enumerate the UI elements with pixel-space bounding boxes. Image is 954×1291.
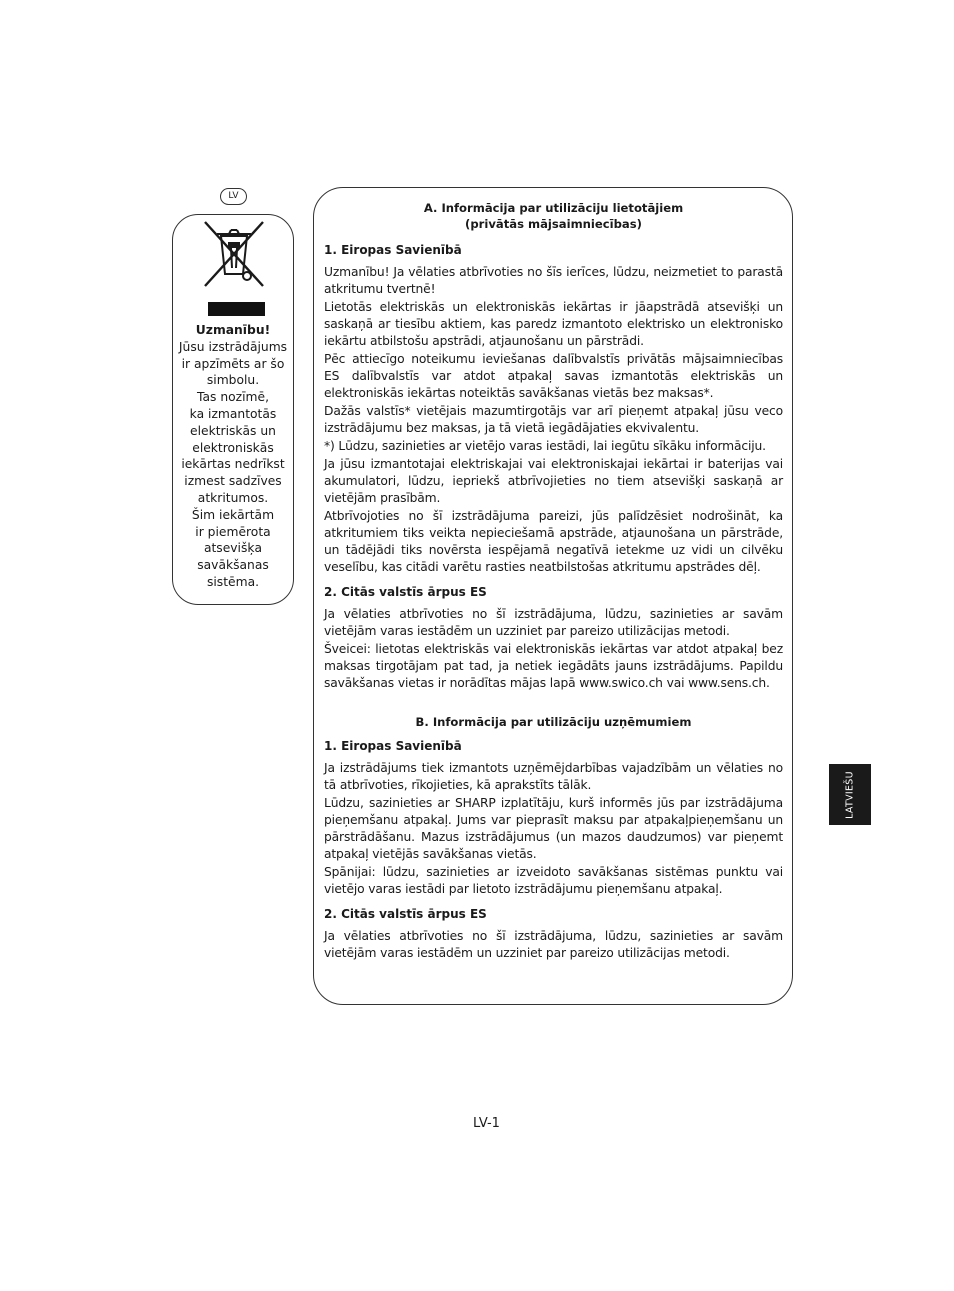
- paragraph: Ja vēlaties atbrīvoties no šī izstrādājuma, lūdzu, sazinieties ar savām vietējām varas iestādēm un uzziniet par pareizo utilizācijas metodi.: [324, 607, 783, 638]
- section-b-other-heading: 2. Citās valstīs ārpus ES: [324, 907, 487, 921]
- weee-line: elektroniskās: [192, 440, 274, 455]
- paragraph: Lūdzu, sazinieties ar SHARP izplatītāju, kurš informēs jūs par izstrādājuma pieņemšanu atpakaļ. Jums var pieprasīt maksu par atpakaļpieņemšanu un pārstrādāšanu. Mazus izstrādājumus (un mazos daudzumos) var pieņemt atpakaļ vietējās savākšanas vietās.: [324, 796, 783, 861]
- section-b-title: B. Informācija par utilizāciju uzņēmumiem: [415, 715, 692, 729]
- paragraph: *) Lūdzu, sazinieties ar vietējo varas iestādi, lai iegūtu sīkāku informāciju.: [324, 439, 766, 453]
- weee-notice-box: [172, 214, 294, 605]
- weee-line: Tas nozīmē,: [197, 390, 269, 405]
- disposal-info-box: [313, 187, 793, 1005]
- language-badge: LV: [220, 188, 247, 205]
- paragraph: Ja vēlaties atbrīvoties no šī izstrādājuma, lūdzu, sazinieties ar savām vietējām varas iestādēm un uzziniet par pareizo utilizācijas metodi.: [324, 929, 783, 960]
- weee-line: iekārtas nedrīkst: [181, 457, 285, 472]
- page-number: LV-1: [473, 1116, 500, 1131]
- weee-line: elektriskās un: [190, 423, 276, 438]
- paragraph: Ja jūsu izmantotajai elektriskajai vai elektroniskajai iekārtai ir baterijas vai akumulatori, lūdzu, iepriekš atbrīvojieties no tiem atsevišķi saskaņā ar vietējām prasībām.: [324, 457, 783, 505]
- paragraph: Ja izstrādājums tiek izmantots uzņēmējdarbības vajadzībām un vēlaties no tā atbrīvoties, rīkojieties, kā aprakstīts tālāk.: [324, 761, 783, 792]
- weee-black-bar: [208, 302, 265, 316]
- paragraph: Atbrīvojoties no šī izstrādājuma pareizi, jūs palīdzēsiet nodrošināt, ka atkritumiem tiks veikta nepieciešamā apstrāde, atjaunošana un pārstrāde, un tādējādi tiks novērsta iespējamā negatīvā ietekme uz vidi un cilvēku veselību, kas citādi varētu rasties neatbilstošas atkritumu apstrādes dēļ.: [324, 509, 783, 574]
- weee-line: ir piemērota: [195, 524, 271, 539]
- weee-line: izmest sadzīves: [184, 474, 282, 489]
- weee-line: Šim iekārtām: [191, 507, 275, 522]
- paragraph: Šveicei: lietotas elektriskās vai elektroniskās iekārtas var atdot atpakaļ bez maksas tirgotājam pat tad, ja netiek iegādāts jauns izstrādājums. Papildu savākšanas vietas ir norādītas mājas lapā www.swico.ch vai www.sens.ch.: [324, 642, 783, 690]
- weee-line: Jūsu izstrādājums: [178, 339, 288, 354]
- paragraph: Uzmanību! Ja vēlaties atbrīvoties no šīs ierīces, lūdzu, neizmetiet to parastā atkritumu tvertnē!: [324, 265, 783, 296]
- paragraph: Lietotās elektriskās un elektroniskās iekārtas ir jāapstrādā atsevišķi un saskaņā ar tiesību aktiem, kas paredz izmantoto elektrisko un elektronisko iekārtu atbilstošu apstrādi, atjaunošanu un pārstrādi.: [324, 300, 783, 348]
- weee-notice-text: [177, 322, 289, 591]
- language-side-tab-label: LATVIEŠU: [844, 770, 856, 819]
- section-b-eu-heading: 1. Eiropas Savienībā: [324, 739, 462, 753]
- weee-line: simbolu.: [206, 373, 260, 388]
- paragraph: Pēc attiecīgo noteikumu ieviešanas dalībvalstīs privātās mājsaimniecības ES dalībvalstīs var atdot atpakaļ savas izmantotās elektriskās un elektroniskās iekārtas noteiktās savākšanas vietās bez maksas*.: [324, 352, 783, 400]
- weee-line: atsevišķa: [203, 541, 263, 556]
- crossed-out-bin-icon: [201, 218, 267, 290]
- section-a-other-heading: 2. Citās valstīs ārpus ES: [324, 585, 487, 599]
- weee-warning: Uzmanību!: [195, 323, 271, 337]
- paragraph: Spānijai: lūdzu, sazinieties ar izveidoto savākšanas sistēmas punktu vai vietējo varas iestādi par lietoto izstrādājumu pieņemšanu atpakaļ.: [324, 865, 783, 896]
- section-a-title: A. Informācija par utilizāciju lietotājiem (privātās mājsaimniecības): [423, 201, 684, 231]
- language-side-tab: [829, 764, 871, 825]
- paragraph: Dažās valstīs* vietējais mazumtirgotājs var arī pieņemt atpakaļ jūsu veco izstrādājumu bez maksas, ja tā vietā iegādājaties ekvivalentu.: [324, 404, 783, 435]
- section-a-eu-heading: 1. Eiropas Savienībā: [324, 243, 462, 257]
- weee-line: atkritumos.: [197, 490, 269, 505]
- weee-line: savākšanas: [197, 558, 269, 573]
- weee-line: sistēma.: [206, 574, 260, 589]
- weee-line: ir apzīmēts ar šo: [181, 356, 285, 371]
- weee-line: ka izmantotās: [189, 406, 277, 421]
